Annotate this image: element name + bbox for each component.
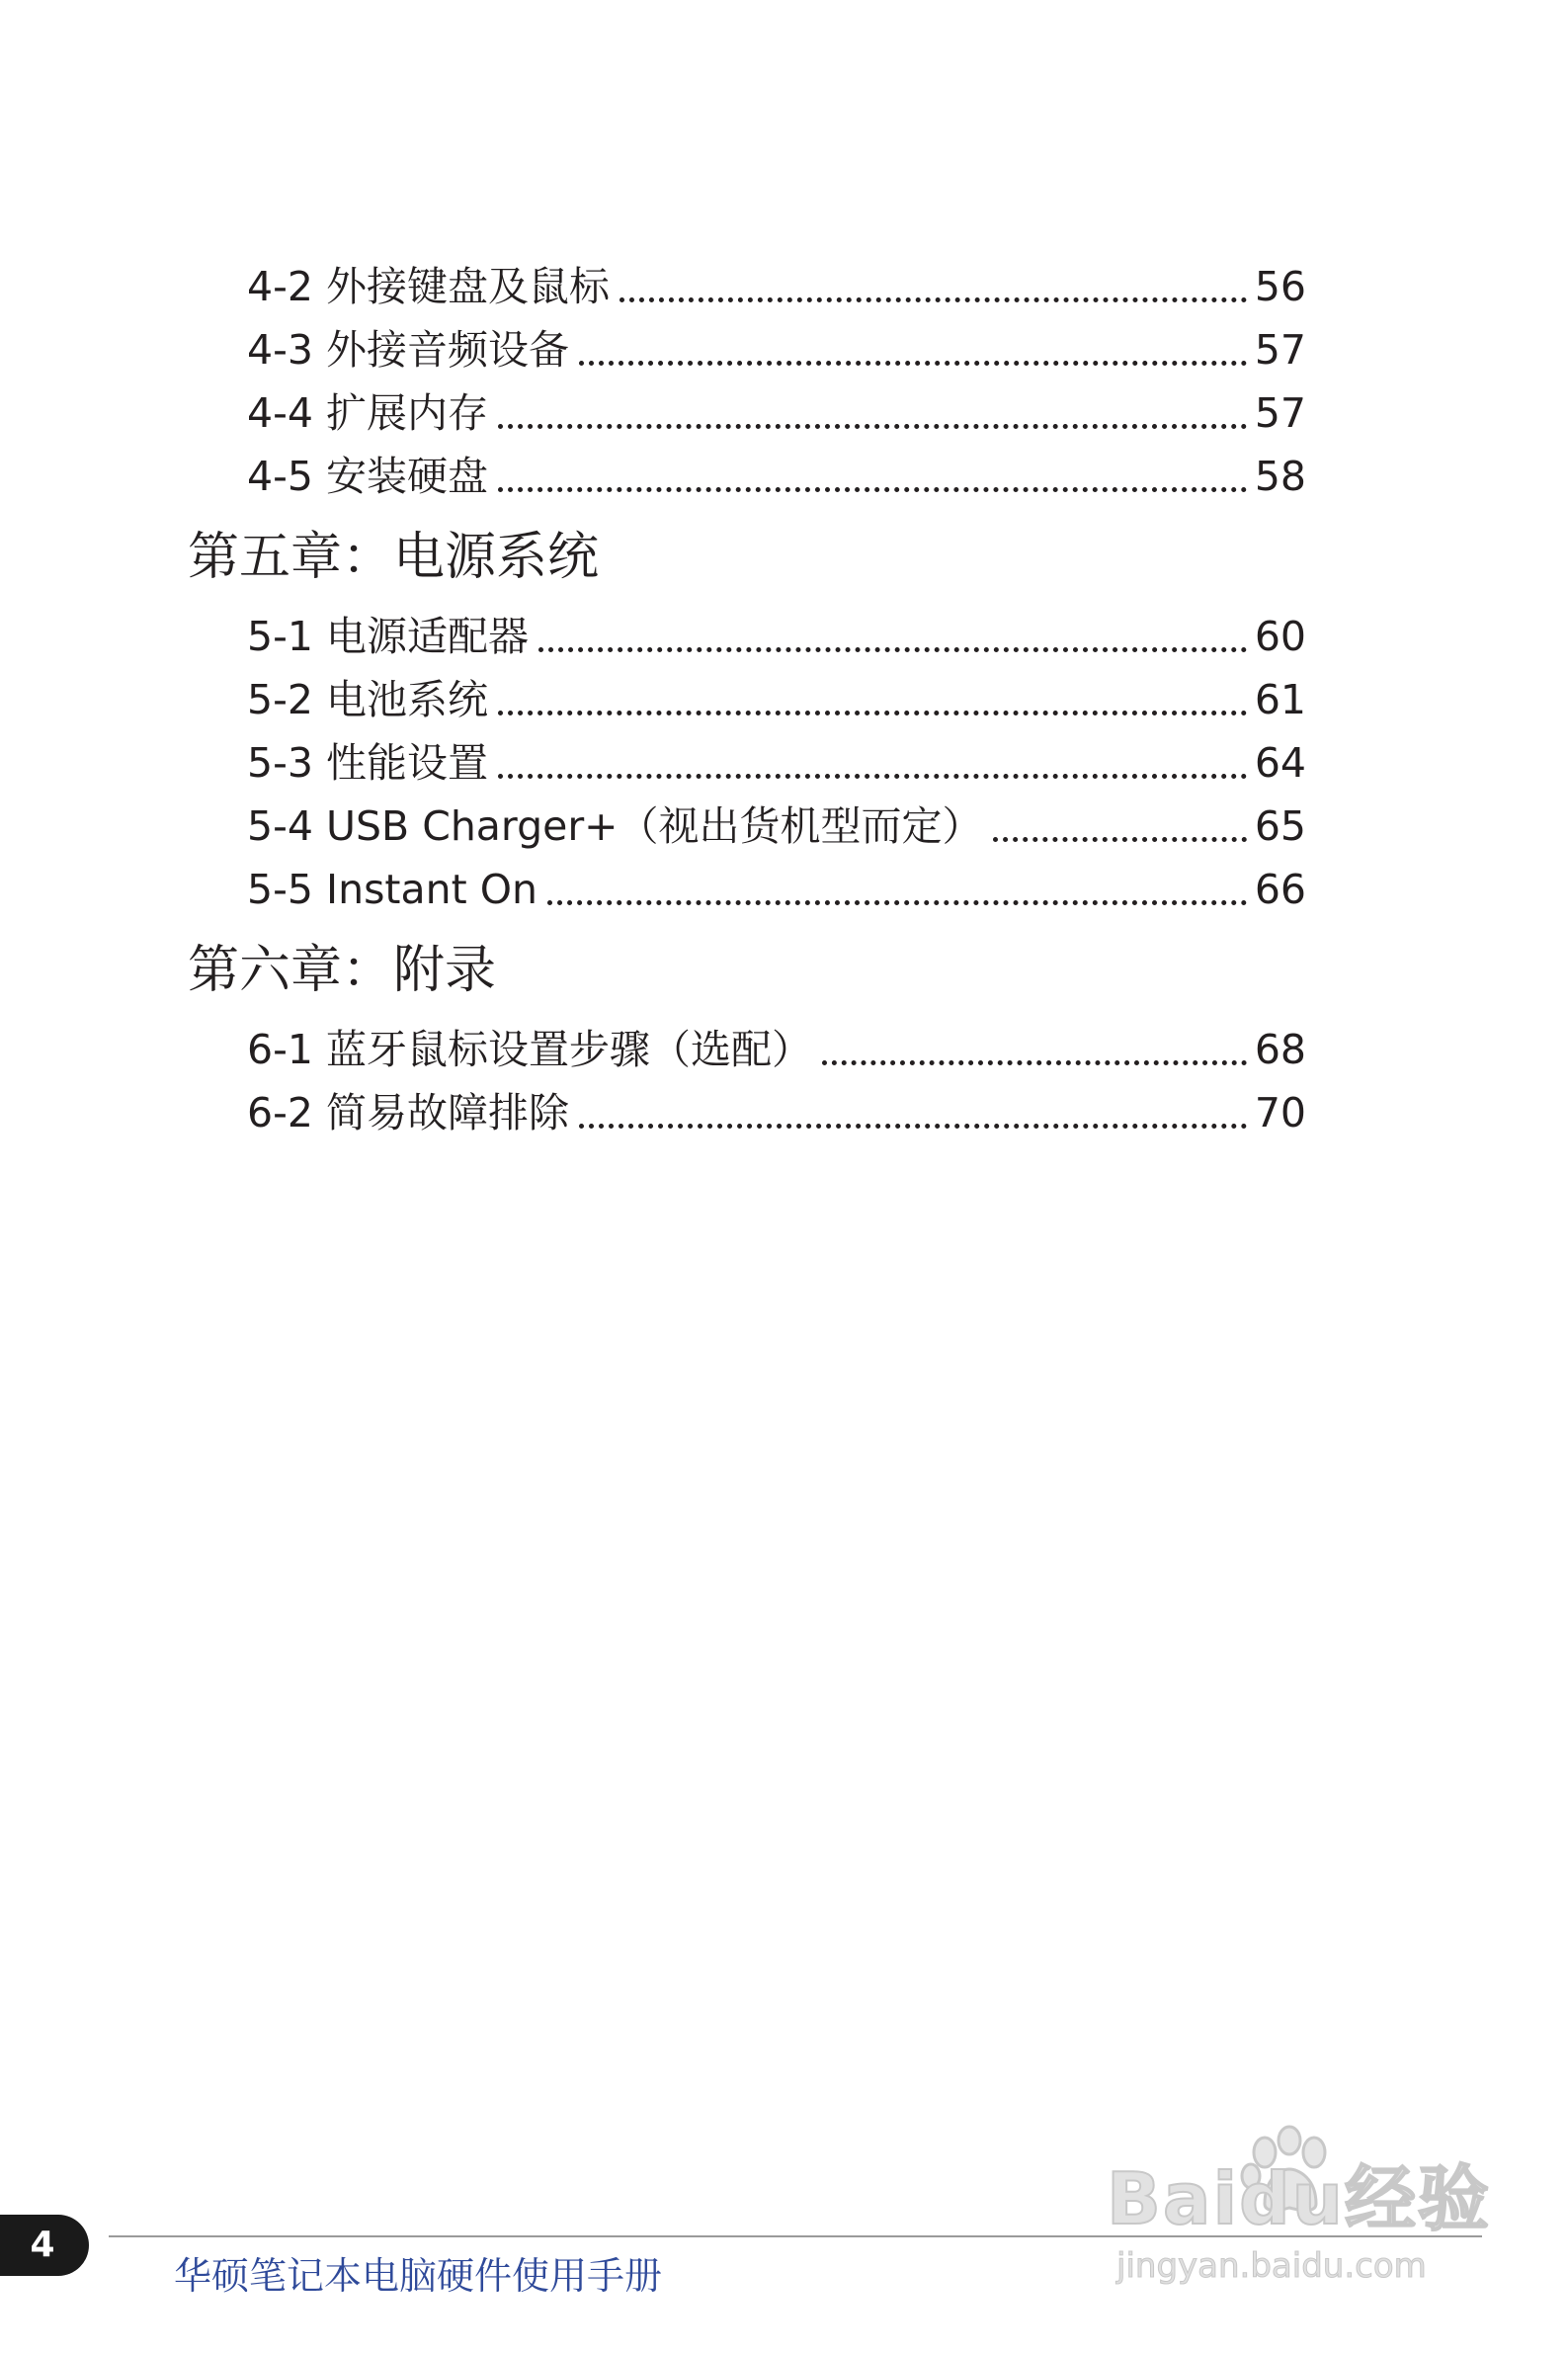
toc-entry-page: 57 xyxy=(1254,326,1306,374)
dot-leader xyxy=(498,711,1247,715)
chapter-heading-6[interactable]: 第六章：附录 xyxy=(188,941,497,1000)
toc-entry-page: 70 xyxy=(1254,1089,1306,1136)
dot-leader xyxy=(993,837,1247,842)
toc-entry-label: 5-2 电池系统 xyxy=(247,676,488,723)
page-number-badge: 4 xyxy=(0,2215,89,2276)
manual-title: 华硕笔记本电脑硬件使用手册 xyxy=(174,2254,663,2298)
footer-divider xyxy=(109,2235,1482,2237)
dot-leader xyxy=(498,774,1247,779)
toc-entry-label: 5-5 Instant On xyxy=(247,866,537,913)
toc-entry-5-1[interactable] xyxy=(247,605,1306,668)
dot-leader xyxy=(498,487,1247,492)
toc-entry-label: 4-5 安装硬盘 xyxy=(247,453,488,500)
page-footer xyxy=(0,2194,1568,2312)
toc-entry-label: 4-3 外接音频设备 xyxy=(247,326,569,374)
toc-entry-5-4[interactable] xyxy=(247,795,1306,858)
toc-entry-4-4[interactable] xyxy=(247,381,1306,445)
toc-entry-4-2[interactable] xyxy=(247,255,1306,318)
toc-entry-page: 60 xyxy=(1254,613,1306,660)
toc-entry-page: 57 xyxy=(1254,389,1306,437)
toc-entry-4-3[interactable] xyxy=(247,318,1306,381)
toc-entry-5-5[interactable] xyxy=(247,858,1306,921)
toc-entry-page: 65 xyxy=(1254,802,1306,850)
toc-entry-label: 5-4 USB Charger+（视出货机型而定） xyxy=(247,802,983,850)
dot-leader xyxy=(822,1060,1247,1065)
watermark-brand: Baidu经验 xyxy=(1107,2157,1491,2240)
watermark-url: jingyan.baidu.com xyxy=(1116,2246,1427,2286)
toc-entry-page: 61 xyxy=(1254,676,1306,723)
toc-entry-label: 5-1 电源适配器 xyxy=(247,613,529,660)
toc-entry-page: 66 xyxy=(1254,866,1306,913)
toc-entry-page: 64 xyxy=(1254,739,1306,787)
dot-leader xyxy=(579,361,1247,366)
chapter-heading-5[interactable]: 第五章：电源系统 xyxy=(188,528,600,587)
toc-entry-label: 6-2 简易故障排除 xyxy=(247,1089,569,1136)
toc-entry-page: 56 xyxy=(1254,263,1306,310)
dot-leader xyxy=(538,647,1247,652)
toc-entry-page: 58 xyxy=(1254,453,1306,500)
toc-entry-label: 5-3 性能设置 xyxy=(247,739,488,787)
toc-entry-label: 4-2 外接键盘及鼠标 xyxy=(247,263,610,310)
toc-entry-5-2[interactable] xyxy=(247,668,1306,731)
dot-leader xyxy=(579,1124,1247,1129)
toc-entry-4-5[interactable] xyxy=(247,445,1306,508)
toc-entry-5-3[interactable] xyxy=(247,731,1306,795)
toc-entry-label: 4-4 扩展内存 xyxy=(247,389,488,437)
toc-entry-label: 6-1 蓝牙鼠标设置步骤（选配） xyxy=(247,1026,812,1073)
dot-leader xyxy=(498,424,1247,429)
dot-leader xyxy=(547,900,1247,905)
toc-entry-page: 68 xyxy=(1254,1026,1306,1073)
dot-leader xyxy=(619,297,1247,302)
toc-entry-6-2[interactable] xyxy=(247,1081,1306,1144)
toc-entry-6-1[interactable] xyxy=(247,1018,1306,1081)
